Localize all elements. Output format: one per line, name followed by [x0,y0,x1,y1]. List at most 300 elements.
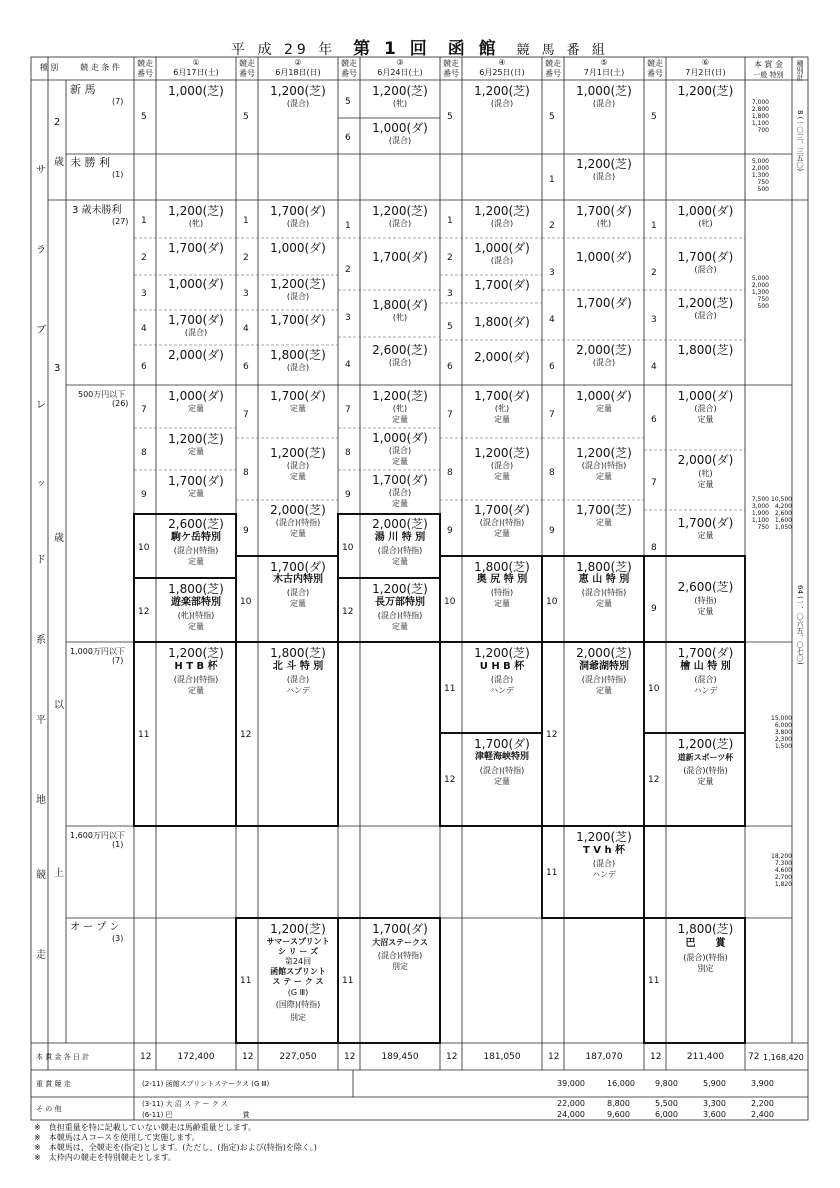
prize-value: 2,700 [774,874,792,881]
prize-value: 7,300 [774,860,792,867]
race-distance: 1,700(ダ) [270,204,326,218]
cond-shinba: 新 馬 [70,83,96,96]
race-name: 木古内特別 [273,574,323,585]
other-prize: 2,200 [751,1099,774,1108]
day6-num: ⑥ [701,58,710,67]
prize-value: 750 [757,179,769,186]
race-no: 5 [549,112,555,122]
race-tag: (特指) [694,596,717,605]
race-weight: 定量 [188,404,204,413]
age3-jou: 上 [54,868,64,879]
race-distance: 1,200(芝) [168,432,224,446]
race-distance: 1,800(芝) [474,560,530,574]
prize-value: 2,000 [751,282,769,289]
race-no: 7 [549,410,555,420]
race-no: 1 [651,221,657,231]
race-no: 8 [651,543,657,553]
race-distance: 2,000(ダ) [677,453,734,467]
grade-race: (2-11) 函館スプリントステークス (G Ⅲ) [142,1080,270,1088]
race-tag: (混合)(特指) [581,461,627,470]
race-no: 11 [444,684,456,694]
title-place: 函 館 [447,39,500,59]
race-distance: 1,700(芝) [576,503,632,517]
totals-label: 本 賞 金 各 日 計 [36,1053,90,1061]
prize-3mishori [745,275,769,310]
race-distance: 1,700(ダ) [474,503,530,517]
race-distance: 1,200(芝) [474,646,530,660]
race-distance: 1,800(芝) [270,646,326,660]
title-suffix: 競 馬 番 組 [516,43,609,58]
race-distance: 1,800(芝) [677,343,734,357]
race-tag: (混合) [490,219,514,228]
race-distance: 1,200(芝) [474,446,530,460]
cond-3mishori-count: (27) [112,217,129,226]
total-count: 12 [140,1052,152,1062]
race-no: 5 [243,112,249,122]
race-tag: (牝) [698,219,713,228]
race-name: 駒ケ岳特別 [171,532,221,543]
race-name: 北 斗 特 別 [272,661,324,672]
total-value: 189,450 [381,1052,419,1062]
grade-prize-2: 16,000 [607,1079,635,1088]
race-tag: (混合) [592,358,616,367]
race-tag: (混合)(特指) [377,546,423,555]
race-weight: 定量 [392,622,408,631]
race-distance: 1,700(ダ) [168,474,224,488]
race-name: T V h 杯 [582,845,626,856]
race-distance: 1,800(ダ) [372,298,428,312]
race-distance: 2,600(芝) [677,580,734,594]
race-tag: (混合) [490,461,514,470]
header-count: 種別計 [796,60,804,81]
prize-value: 10,500 [771,496,792,503]
race-distance: 2,600(芝) [372,343,428,357]
race-no: 10 [138,543,150,553]
race-no: 2 [141,253,147,263]
race-distance: 1,700(ダ) [270,313,326,327]
race-weight: 定量 [290,529,306,538]
header-no-6: 競走番号 [647,59,663,78]
other-prize: 5,500 [655,1099,678,1108]
prize-value: 3,800 [774,729,792,736]
race-distance: 2,000(芝) [576,646,632,660]
race-tag: (混合)(特指) [173,675,219,684]
race-distance: 1,800(芝) [270,348,326,362]
other-prize: 6,000 [655,1110,678,1119]
grade-prize-1: 39,000 [557,1079,585,1088]
total-value: 187,070 [585,1052,623,1062]
race-distance: 1,700(ダ) [372,922,428,936]
race-name: 道新スポーツ杯 [677,753,734,762]
other-prize: 9,600 [607,1110,630,1119]
race-no: 5 [345,97,351,107]
race-tag: (混合) [694,675,717,684]
race-tag: (牝) [698,469,713,478]
race-no: 1 [447,216,453,226]
race-distance: 1,200(芝) [270,84,326,98]
footnote: ※ 本競馬は、全競走を(指定)とします。(ただし、(指定)および(特指)を除く。) [34,1143,317,1152]
race-distance: 1,000(芝) [168,84,224,98]
prize-500-special [768,496,792,531]
total-count: 12 [242,1052,254,1062]
race-no: 6 [651,415,657,425]
race-weight: 定量 [596,686,612,695]
race-distance: 1,000(ダ) [677,204,734,218]
race-no: 2 [243,253,249,263]
header-prize: 本 賞 金 [753,60,784,69]
race-tag: (混合)(特指) [275,518,321,527]
age3-label: 歳 [54,533,64,544]
race-weight: 定量 [290,404,306,413]
total-value: 172,400 [177,1052,215,1062]
race-no: 1 [243,216,249,226]
race-no: 12 [138,607,150,617]
prize-value: 7,500 [751,496,769,503]
race-name-2: ス テ ー ク ス [272,977,324,986]
prize-value: 2,000 [751,165,769,172]
race-no: 8 [447,468,453,478]
side-char-hei: 平 [36,715,46,726]
prize-mishori [745,158,769,193]
race-tag: (混合) [388,358,412,367]
race-edition: 第24回 [284,957,312,966]
race-no: 7 [141,405,147,415]
race-no: 2 [447,253,453,263]
race-distance: 1,700(ダ) [576,204,632,218]
footnote: ※ 本競馬はＡコースを使用して実施します。 [34,1133,200,1142]
race-tag: (牝) [392,313,408,322]
race-name: 函館スプリント [270,967,326,976]
race-tag: (混合) [388,446,412,455]
other-prize: 3,600 [703,1110,726,1119]
race-distance: 1,200(芝) [474,84,530,98]
race-no: 9 [243,526,249,536]
cond-open-count: (3) [112,934,124,943]
cond-1000-count: (7) [112,656,124,665]
race-no: 1 [345,221,351,231]
race-series: サマースプリント [266,937,330,946]
race-distance: 1,200(芝) [576,157,632,171]
side-char-sa: サ [36,165,46,176]
prize-value: 3,000 [751,503,769,510]
race-name: 遊楽部特別 [171,597,221,608]
race-tag: (混合) [388,136,412,145]
grade-prize-4: 5,900 [703,1079,726,1088]
race-tag: (混合) [286,363,310,372]
age3-i: 以 [54,700,64,711]
race-no: 11 [648,976,660,986]
race-name: 津軽海峡特別 [474,752,529,762]
count-3yo: 64 (一、〇六五、〇七〇) [796,585,804,665]
race-distance: 1,700(ダ) [270,389,326,403]
race-tag: (混合) [592,859,616,868]
race-no: 10 [342,543,354,553]
prize-value: 700 [757,127,769,134]
prize-value: 7,000 [751,99,769,106]
race-tag: (混合) [286,292,310,301]
race-tag: (混合) [388,488,412,497]
race-tag: (混合)(特指) [581,588,627,597]
race-weight: 定量 [494,599,510,608]
other-label: そ の 他 [36,1105,62,1113]
prize-value: 1,900 [751,510,769,517]
race-tag: (特指) [490,588,514,597]
race-weight: 定量 [290,599,306,608]
other-race-1: (3-11) 大 沼 ス テ ー ク ス [142,1100,228,1108]
race-distance: 1,700(ダ) [372,473,428,487]
race-weight: ハンデ [592,870,616,879]
race-no: 12 [342,607,354,617]
side-char-kyo: 競 [36,870,46,881]
prize-value: 15,000 [771,715,792,722]
race-no: 8 [345,448,351,458]
race-no: 9 [141,490,147,500]
race-distance: 1,200(芝) [576,830,632,844]
race-no: 11 [138,730,150,740]
race-no: 5 [447,112,453,122]
total-value: 211,400 [686,1052,725,1062]
title-prefix: 平 成 29 年 [231,42,337,58]
cond-500-count: (26) [112,399,129,408]
prize-value: 4,200 [774,503,792,510]
total-count: 12 [344,1052,356,1062]
day1-num: ① [192,58,200,67]
race-name: 洞爺湖特別 [579,661,629,672]
prize-value: 500 [757,186,769,193]
title-kai: 第 1 回 [353,39,431,59]
cond-500: 500万円以下 [78,390,126,399]
cond-open: オ ー プ ン [70,922,120,933]
race-tag: (混合) [286,219,310,228]
prize-value: 1,050 [774,524,792,531]
race-weight: 定量 [392,415,408,424]
side-char-re: レ [36,400,46,411]
prize-value: 1,300 [751,172,769,179]
race-weight: 定量 [494,529,510,538]
race-distance: 1,700(ダ) [677,646,734,660]
day5-date: 7月1日(土) [583,68,625,77]
header-no-3: 競走番号 [341,59,357,78]
race-distance: 1,200(芝) [677,737,734,751]
prize-value: 1,100 [751,517,769,524]
prize-value: 2,300 [774,736,792,743]
race-distance: 1,200(芝) [677,84,734,98]
race-weight: ハンデ [286,686,310,695]
race-distance: 1,700(ダ) [474,278,530,292]
race-distance: 1,000(ダ) [576,389,632,403]
race-distance: 1,700(ダ) [168,241,224,255]
side-char-kei: 系 [36,635,46,646]
grade-prize-3: 9,800 [655,1079,678,1088]
race-no: 9 [549,526,555,536]
race-tag: (混合) [592,99,616,108]
race-weight: 定量 [494,472,510,481]
prize-value: 1,500 [774,743,792,750]
day5-num: ⑤ [600,58,608,67]
header-prize-sub: 一般 特別 [753,71,784,79]
prize-value: 1,300 [751,289,769,296]
side-char-tsu: ッ [36,478,46,489]
race-distance: 1,700(ダ) [677,516,734,530]
race-no: 2 [345,265,351,275]
race-distance: 1,000(ダ) [168,277,224,291]
prize-value: 1,820 [774,881,792,888]
race-tag: (混合) [388,219,412,228]
race-distance: 1,200(芝) [372,582,428,596]
race-weight: 定量 [697,607,714,616]
footnote: ※ 太枠内の競走を特別競走とします。 [34,1153,177,1162]
race-no: 2 [549,221,555,231]
grade-prize-5: 3,900 [751,1079,774,1088]
race-no: 7 [651,478,657,488]
race-distance: 2,000(ダ) [474,350,530,364]
race-weight: 定量 [188,489,204,498]
race-weight: 定量 [697,777,714,786]
prize-value: 1,800 [751,113,769,120]
race-weight: 定量 [494,415,510,424]
race-distance: 1,200(芝) [677,296,734,310]
race-no: 5 [447,322,453,332]
prize-value: 2,800 [751,106,769,113]
footnote: ※ 負担重量を特に記載していない競走は馬齢重量とします。 [34,1123,257,1132]
race-tag: (牝) [392,99,408,108]
total-count: 12 [548,1052,560,1062]
race-weight: 定量 [596,404,612,413]
race-weight: 定量 [596,518,612,527]
prize-1600 [768,853,792,888]
race-tag: (混合)(特指) [581,675,627,684]
race-no: 11 [240,976,252,986]
race-distance: 1,000(ダ) [168,389,224,403]
cond-3mishori: 3 歳未勝利 [72,205,122,216]
race-weight: 定量 [188,557,204,566]
race-weight: ハンデ [490,686,514,695]
race-no: 6 [549,362,555,372]
race-distance: 1,200(芝) [576,446,632,460]
race-distance: 1,000(ダ) [474,241,530,255]
race-tag: (牝)(特指) [177,611,215,620]
cond-mishori-count: (1) [112,170,124,179]
day2-num: ② [294,58,302,67]
race-name: 奥 尻 特 別 [476,574,528,585]
race-tag: (混合)(特指) [683,953,728,962]
header-no-2: 競走番号 [239,59,255,78]
race-series-2: シ リ ー ズ [277,947,319,956]
race-distance: 1,800(芝) [168,582,224,596]
race-distance: 1,000(ダ) [270,241,326,255]
race-distance: 2,000(芝) [270,503,326,517]
race-tag: (混合) [286,675,310,684]
race-tag: (混合) [694,311,717,320]
race-distance: 1,000(ダ) [576,250,632,264]
race-distance: 1,200(芝) [372,389,428,403]
prize-value: 750 [757,524,769,531]
race-weight: 定量 [392,457,408,466]
race-distance: 1,000(ダ) [677,389,734,403]
race-no: 7 [345,405,351,415]
race-no: 10 [546,597,558,607]
side-char-chi: 地 [36,795,46,806]
prize-value: 750 [757,296,769,303]
prize-value: 6,000 [774,722,792,729]
day2-date: 6月18日(日) [275,68,321,77]
race-tag: (混合) [184,328,208,337]
race-no: 10 [648,684,660,694]
race-no: 9 [345,490,351,500]
race-tag: (牝) [188,219,204,228]
race-tag: (牝) [494,404,510,413]
race-no: 1 [141,216,147,226]
race-weight: 定量 [392,557,408,566]
total-count: 12 [650,1052,662,1062]
race-no: 3 [651,315,657,325]
other-prize: 22,000 [557,1099,585,1108]
race-no: 3 [447,289,453,299]
grade-label: 重 賞 競 走 [36,1080,71,1088]
day4-num: ④ [498,58,506,67]
race-name: 長万部特別 [375,597,425,608]
other-prize: 8,800 [607,1099,630,1108]
total-value: 227,050 [279,1052,317,1062]
race-no: 12 [648,775,660,785]
race-distance: 1,800(芝) [677,922,734,936]
race-weight: 定量 [188,447,204,456]
prize-500-general [745,496,769,531]
header-no-5: 競走番号 [545,59,561,78]
race-weight: 定量 [697,531,714,540]
race-distance: 1,000(ダ) [372,431,428,445]
day1-date: 6月17日(土) [173,68,219,77]
race-tag: (混合) [490,675,514,684]
race-distance: 2,000(芝) [576,343,632,357]
race-name: 巴 賞 [685,938,726,949]
race-no: 6 [345,133,351,143]
race-tag: (混合) [592,172,616,181]
race-tag: (混合)(特指) [479,518,525,527]
race-weight: 定量 [697,415,714,424]
other-prize: 3,300 [703,1099,726,1108]
race-no: 3 [345,313,351,323]
race-distance: 1,200(芝) [270,277,326,291]
cond-1600: 1,600万円以下 [70,831,125,840]
race-tag: (国際)(特指) [275,1000,321,1009]
race-tag: (混合) [490,99,514,108]
race-distance: 1,200(芝) [168,646,224,660]
race-distance: 1,200(芝) [270,922,326,936]
race-distance: 1,200(芝) [270,446,326,460]
race-tag: (牝) [596,219,612,228]
race-no: 10 [240,597,252,607]
race-distance: 1,700(ダ) [168,313,224,327]
prize-value: 18,200 [771,853,792,860]
prize-shinba [745,99,769,134]
race-distance: 1,700(ダ) [677,250,734,264]
race-no: 8 [549,468,555,478]
race-name: 檜 山 特 別 [680,661,731,672]
race-name: U H B 杯 [479,661,525,672]
race-weight: 定量 [392,499,408,508]
race-grade: (G Ⅲ) [287,988,309,997]
prize-value: 5,000 [751,158,769,165]
race-distance: 1,700(ダ) [270,560,326,574]
race-distance: 2,600(芝) [168,517,224,531]
race-no: 7 [243,410,249,420]
age2-num: 2 [54,117,61,128]
other-prize: 2,400 [751,1110,774,1119]
race-name: H T B 杯 [174,661,218,672]
prize-value: 5,000 [751,275,769,282]
race-no: 5 [141,112,147,122]
